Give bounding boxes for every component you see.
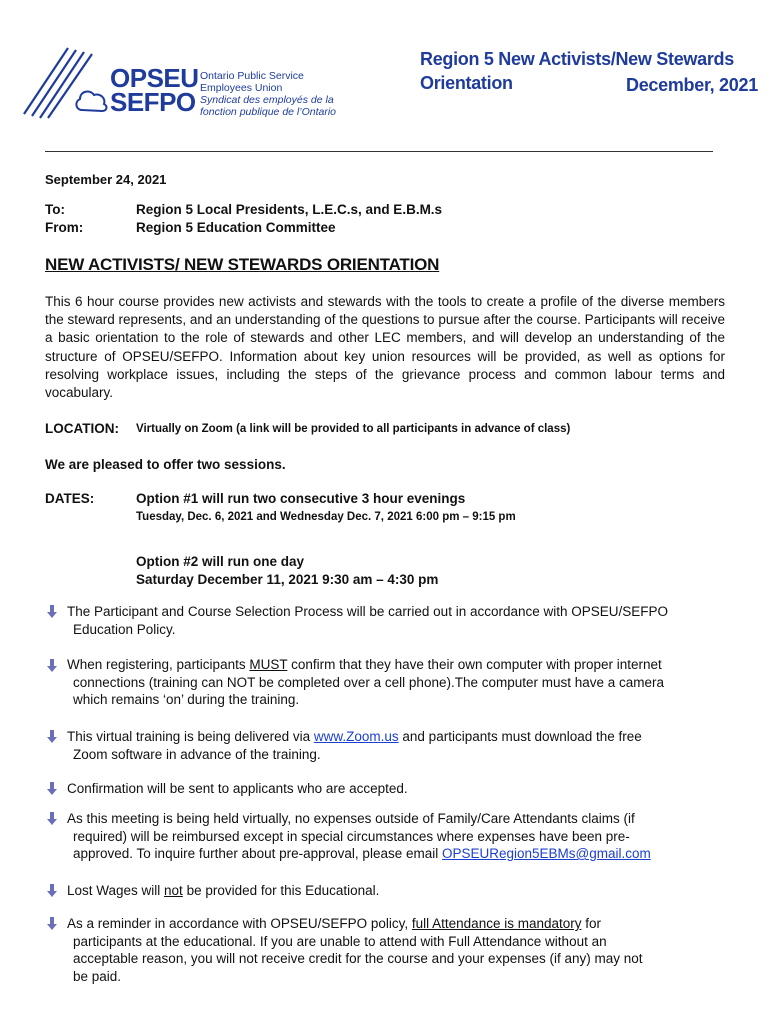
location-label: LOCATION: [45,421,119,436]
header-title-line2: Orientation [420,73,513,93]
logo-word-sefpo: SEFPO [110,87,196,117]
arrow-bullet-icon [44,782,64,796]
email-link[interactable]: OPSEURegion5EBMs@gmail.com [441,846,651,861]
logo-sub-4: fonction publique de l’Ontario [200,106,337,118]
bullet-2-line-3: which remains ‘on’ during the training. [73,692,300,707]
bullet-selection-process [67,603,727,638]
header-divider [45,151,713,152]
bullet-7-line-4: be paid. [73,968,122,984]
memo-date: September 24, 2021 [45,172,167,187]
bullet-2-post: confirm that they have their own computer with proper internet [287,657,662,672]
bullet-6-post: be provided for this Educational. [182,883,380,898]
bullet-7-post: for [581,916,602,931]
bullet-7-line-2: participants at the educational. If you are unable to attend with Full Attendance without an [73,933,607,949]
bullet-registering [67,656,727,709]
option-1-title: Option #1 will run two consecutive 3 hour evenings [136,491,466,506]
bullet-7-line-3: acceptable reason, you will not receive credit for the course and your expenses (if any) may not [73,951,643,966]
bullet-3-pre: This virtual training is being delivered via [67,729,314,744]
bullet-7-mandatory: full Attendance is mandatory [411,916,582,931]
bullet-2-pre: When registering, participants [67,657,250,672]
logo-word-opseu: OPSEU [110,63,199,93]
bullet-3-post: and participants must download the free [398,729,642,744]
arrow-bullet-icon [44,917,64,931]
header-title-line1: Region 5 New Activists/New Stewards [420,49,734,69]
from-label: From: [45,220,84,235]
arrow-bullet-icon [44,812,64,826]
bullet-5-line-1: As this meeting is being held virtually, no expenses outside of Family/Care Attendants claims (if [67,811,635,826]
bullet-confirmation: Confirmation will be sent to applicants who are accepted. [67,781,408,796]
option-2-detail: Saturday December 11, 2021 9:30 am – 4:30 pm [136,572,439,587]
bullet-2-must: MUST [249,657,288,672]
bullet-7-pre: As a reminder in accordance with OPSEU/SEFPO policy, [67,916,412,931]
option-2-title: Option #2 will run one day [136,554,305,569]
logo-sub-1: Ontario Public Service [200,70,304,82]
to-value: Region 5 Local Presidents, L.E.C.s, and E.B.M.s [136,202,443,217]
to-label: To: [45,202,65,217]
bullet-attendance [67,915,727,985]
dates-label: DATES: [45,491,95,506]
from-value: Region 5 Education Committee [136,220,336,235]
bullet-lost-wages [67,882,727,900]
bullet-5-line-3: approved. To inquire further about pre-approval, please email [73,846,442,861]
bullet-2-line-2: connections (training can NOT be completed over a cell phone).The computer must have a camera [73,674,665,690]
header-date: December, 2021 [626,75,758,95]
logo-sub-3: Syndicat des employés de la [200,94,334,106]
bullet-1-line-1: The Participant and Course Selection Process will be carried out in accordance with OPSEU/SEFPO [67,604,669,619]
bullet-1-line-2: Education Policy. [73,621,176,637]
bullet-3-line-2: Zoom software in advance of the training. [73,746,321,762]
logo-sub-2: Employees Union [200,82,283,94]
zoom-link[interactable]: www.Zoom.us [313,729,399,744]
sessions-offer: We are pleased to offer two sessions. [45,457,286,472]
logo-stripes-icon [20,44,110,124]
arrow-bullet-icon [44,605,64,619]
page-heading: NEW ACTIVISTS/ NEW STEWARDS ORIENTATION [45,255,440,274]
opseu-logo [20,44,350,124]
bullet-virtual-training [67,728,727,763]
arrow-bullet-icon [44,884,64,898]
location-text: Virtually on Zoom (a link will be provided to all participants in advance of class) [136,423,571,435]
bullet-6-pre: Lost Wages will [67,883,165,898]
bullet-5-line-2: required) will be reimbursed except in special circumstances where expenses have been pre- [73,828,630,844]
option-1-detail: Tuesday, Dec. 6, 2021 and Wednesday Dec. 7, 2021 6:00 pm – 9:15 pm [136,511,516,523]
bullet-6-not: not [164,883,183,898]
arrow-bullet-icon [44,730,64,744]
intro-paragraph: This 6 hour course provides new activists and stewards with the tools to create a profile of the diverse members the steward represents, and an understanding of the questions to pursue after the course. Participants will receive a basic orientation to the role of stewards and other LEC members, and will develop an understanding of the structure of OPSEU/SEFPO. Information about key union resources will be provided, as well as options for resolving workplace issues, including the steps of the grievance process and common labour terms and vocabulary. [45,294,725,401]
arrow-bullet-icon [44,659,64,673]
bullet-expenses [67,810,727,863]
